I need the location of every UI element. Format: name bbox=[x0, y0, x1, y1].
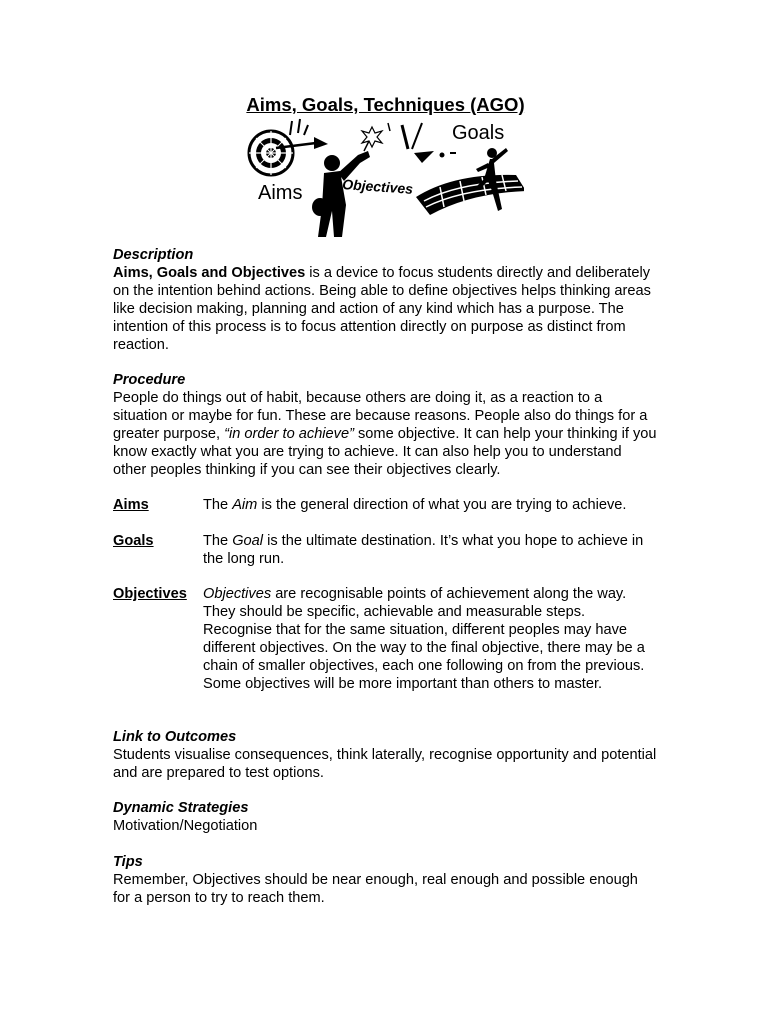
definition-term-goals: Goals bbox=[113, 533, 154, 549]
dartboard-icon bbox=[249, 131, 293, 175]
link-to-outcomes-heading: Link to Outcomes bbox=[113, 729, 237, 745]
procedure-section bbox=[113, 371, 658, 479]
procedure-heading: Procedure bbox=[113, 372, 186, 388]
definition-objectives-em: Objectives bbox=[203, 586, 272, 602]
tips-section bbox=[113, 853, 658, 907]
link-to-outcomes-section bbox=[113, 728, 658, 782]
link-to-outcomes-text: Students visualise consequences, think laterally, recognise opportunity and potential and are prepared to test options. bbox=[113, 747, 657, 781]
description-heading: Description bbox=[113, 247, 194, 263]
definition-body-objectives bbox=[203, 585, 653, 693]
description-body: is a device to focus students directly and deliberately on the intention behind actions. Being able to define objectives helps thinking areas like decision making, planning and action of any kind which has a purpose. The intention of this process is to focus attention directly on purpose as distinct from reaction. bbox=[113, 265, 651, 353]
clipart-label-goals: Goals bbox=[452, 122, 505, 144]
clipart-label-objectives: Objectives bbox=[341, 176, 414, 197]
description-lead: Aims, Goals and Objectives bbox=[113, 265, 306, 281]
procedure-body-end: some objective. It can help your thinking if you know exactly what you are trying to achieve. It can also help you to understand other peoples thinking if you can see their objectives clearly. bbox=[113, 426, 657, 478]
procedure-text bbox=[113, 389, 658, 479]
scatter-marks-icon bbox=[402, 123, 456, 163]
tips-heading: Tips bbox=[113, 854, 143, 870]
procedure-body-start: People do things out of habit, because others are doing it, as a reaction to a situation or maybe for fun. These are because reasons. People also do things for a greater purpose, bbox=[113, 390, 648, 442]
definition-term-objectives: Objectives bbox=[113, 586, 187, 602]
definition-body-goals bbox=[203, 532, 653, 568]
dynamic-strategies-heading: Dynamic Strategies bbox=[113, 800, 249, 816]
description-text bbox=[113, 264, 658, 354]
ramp-icon bbox=[416, 175, 524, 215]
definition-body-aims bbox=[203, 496, 653, 514]
ago-clipart bbox=[244, 115, 524, 245]
dynamic-strategies-text: Motivation/Negotiation bbox=[113, 818, 258, 834]
definition-goals-em: Goal bbox=[232, 533, 264, 549]
definition-aims-pre: The bbox=[203, 497, 233, 513]
definition-goals-post: is the ultimate destination. It’s what you hope to achieve in the long run. bbox=[203, 533, 644, 567]
spark-icon bbox=[362, 123, 390, 147]
definition-term-aims: Aims bbox=[113, 497, 149, 513]
procedure-quote: “in order to achieve” bbox=[224, 426, 354, 442]
dynamic-strategies-section bbox=[113, 799, 658, 835]
definition-aims-em: Aim bbox=[232, 497, 258, 513]
description-section bbox=[113, 246, 658, 354]
clipart-label-aims: Aims bbox=[258, 182, 303, 204]
definition-goals-pre: The bbox=[203, 533, 233, 549]
definition-aims-post: is the general direction of what you are trying to achieve. bbox=[257, 497, 627, 513]
page-title: Aims, Goals, Techniques (AGO) bbox=[246, 94, 525, 115]
tips-text: Remember, Objectives should be near enough, real enough and possible enough for a person to try to reach them. bbox=[113, 872, 638, 906]
definition-objectives-post: are recognisable points of achievement along the way. They should be specific, achievable and measurable steps. Recognise that for the same situation, different peoples may have different objectives. On the way to the final objective, there may be a chain of smaller objectives, each one following on from the previous. Some objectives will be more important than others to master. bbox=[203, 586, 645, 692]
